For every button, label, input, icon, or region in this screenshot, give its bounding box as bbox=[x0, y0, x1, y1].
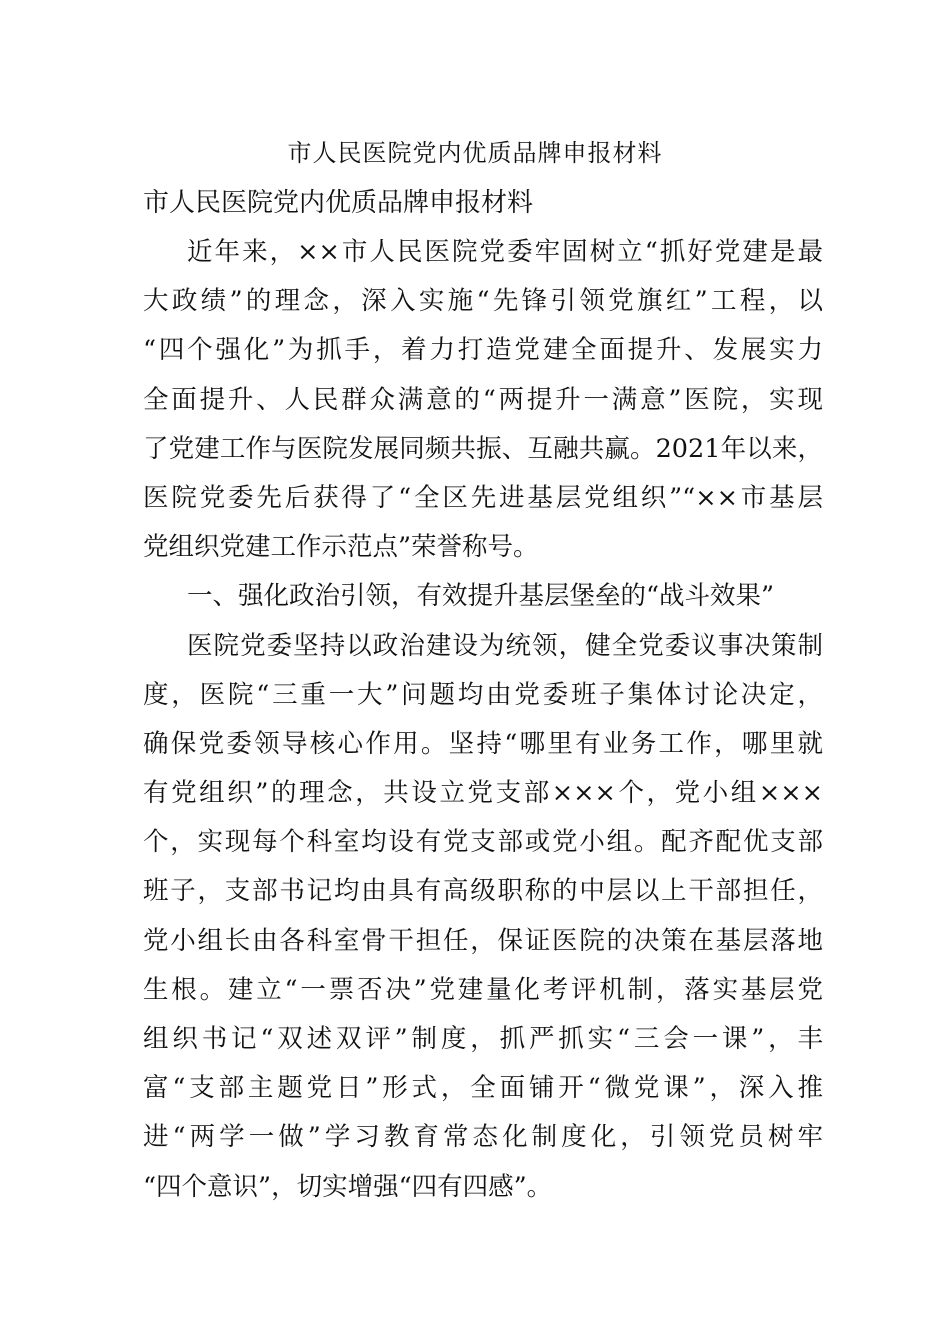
page-title: 市人民医院党内优质品牌申报材料 bbox=[287, 139, 663, 167]
paragraph-line: 医院党委先后获得了“全区先进基层党组织”“××市基层 bbox=[143, 482, 823, 513]
paragraph-line: 大政绩”的理念，深入实施“先锋引领党旗红”工程，以 bbox=[143, 286, 823, 317]
paragraph-line: 有党组织”的理念，共设立党支部×××个，党小组××× bbox=[143, 778, 823, 809]
paragraph-line: “四个意识”，切实增强“四有四感”。 bbox=[143, 1171, 553, 1202]
document-subtitle: 市人民医院党内优质品牌申报材料 bbox=[143, 188, 534, 218]
paragraph-line: 班子，支部书记均由具有高级职称的中层以上干部担任， bbox=[143, 876, 823, 907]
section-heading: 一、强化政治引领，有效提升基层堡垒的“战斗效果” bbox=[187, 581, 775, 612]
paragraph-line: 度，医院“三重一大”问题均由党委班子集体讨论决定， bbox=[143, 679, 823, 710]
paragraph-line: “四个强化”为抓手，着力打造党建全面提升、发展实力 bbox=[143, 335, 823, 366]
paragraph-line: 党组织党建工作示范点”荣誉称号。 bbox=[143, 532, 539, 563]
paragraph-line: 医院党委坚持以政治建设为统领，健全党委议事决策制 bbox=[187, 630, 823, 661]
paragraph-line: 进“两学一做”学习教育常态化制度化，引领党员树牢 bbox=[143, 1122, 823, 1153]
paragraph-line: 党小组长由各科室骨干担任，保证医院的决策在基层落地 bbox=[143, 925, 823, 956]
paragraph-line: 了党建工作与医院发展同频共振、互融共赢。2021年以来， bbox=[143, 433, 823, 464]
paragraph-line: 组织书记“双述双评”制度，抓严抓实“三会一课”，丰 bbox=[143, 1024, 823, 1054]
paragraph-line: 近年来，××市人民医院党委牢固树立“抓好党建是最 bbox=[187, 237, 823, 267]
paragraph-line: 生根。建立“一票否决”党建量化考评机制，落实基层党 bbox=[143, 974, 823, 1005]
document-body bbox=[143, 228, 823, 1212]
paragraph-line: 个，实现每个科室均设有党支部或党小组。配齐配优支部 bbox=[143, 827, 823, 858]
paragraph-line: 全面提升、人民群众满意的“两提升一满意”医院，实现 bbox=[143, 384, 823, 415]
paragraph-line: 确保党委领导核心作用。坚持“哪里有业务工作，哪里就 bbox=[143, 728, 823, 759]
paragraph-line: 富“支部主题党日”形式，全面铺开“微党课”，深入推 bbox=[143, 1073, 823, 1104]
